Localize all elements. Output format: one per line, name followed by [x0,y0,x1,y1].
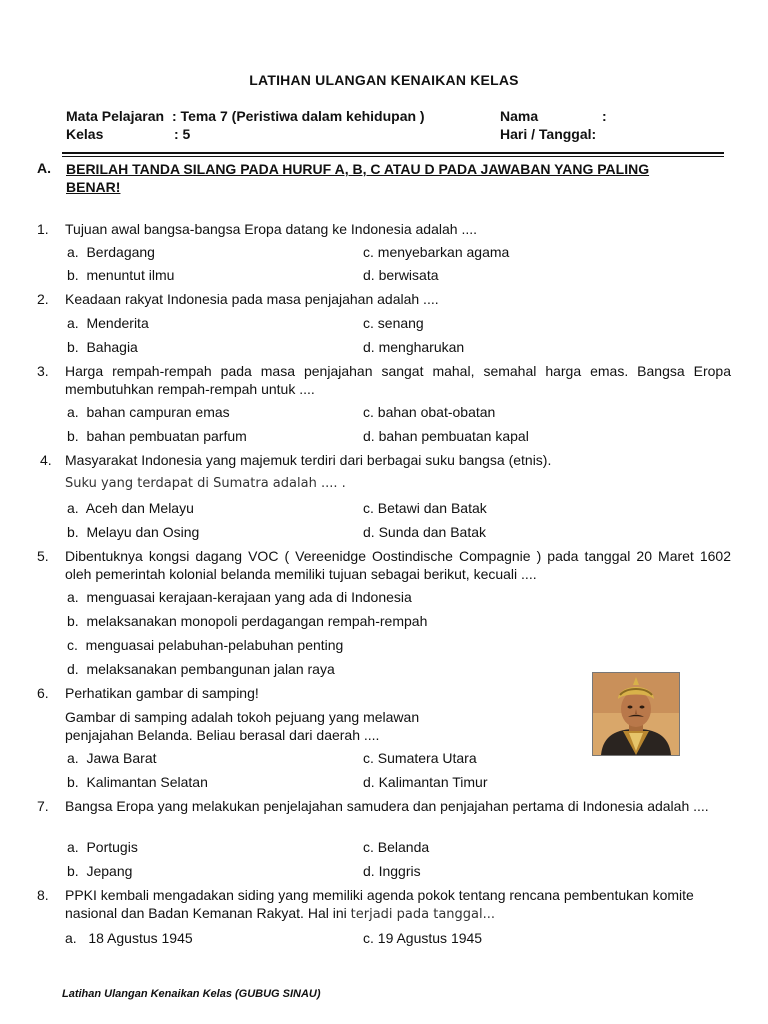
question-number: 5. [37,548,49,564]
option-a[interactable] [67,403,230,421]
option-a[interactable] [67,243,155,261]
name-label: Nama [500,108,539,124]
option-c[interactable] [363,929,482,947]
question-text: Masyarakat Indonesia yang majemuk terdiri dari berbagai suku bangsa (etnis). [65,452,552,468]
question-number: 8. [37,887,49,903]
option-b[interactable] [67,773,208,791]
option-d[interactable] [363,773,488,791]
header-divider-thick [62,152,724,154]
option-b[interactable] [67,862,132,880]
question-number: 4. [40,452,52,468]
option-text: bahan campuran emas [86,404,230,420]
option-text: Melayu dan Osing [86,524,200,540]
option-text: Betawi dan Batak [377,500,487,516]
option-letter: c. [67,637,78,653]
option-letter: a. [67,244,79,260]
option-letter: a. [67,839,79,855]
option-letter: a. [67,315,79,331]
option-letter: c. [363,750,374,766]
option-b[interactable] [67,427,247,445]
question-text [65,886,731,924]
option-text: bahan obat-obatan [377,404,496,420]
question-text: Tujuan awal bangsa-bangsa Eropa datang ke Indonesia adalah .... [65,221,478,237]
option-letter: c. [363,500,374,516]
question-number: 2. [37,291,49,307]
option-d[interactable] [363,427,529,445]
option-b[interactable] [67,523,199,541]
option-letter: b. [67,863,79,879]
option-text: Jepang [86,863,133,879]
option-letter: c. [363,930,374,946]
section-letter: A. [37,160,51,176]
hero-portrait-image [592,672,680,756]
option-letter: a. [67,404,79,420]
option-b[interactable] [67,266,174,284]
option-text: Belanda [377,839,430,855]
option-letter: d. [67,661,79,677]
option-letter: c. [363,244,374,260]
option-c[interactable] [363,838,429,856]
option-text: melaksanakan pembangunan jalan raya [86,661,335,677]
option-text: 19 Agustus 1945 [377,930,483,946]
option-text: 18 Agustus 1945 [88,930,193,946]
option-text: bahan pembuatan parfum [86,428,247,444]
option-a[interactable] [67,838,138,856]
date-label: Hari / Tanggal: [500,126,597,142]
name-value: : [602,108,607,124]
option-letter: b. [67,339,79,355]
option-a[interactable] [67,314,149,332]
option-letter: d. [363,339,375,355]
question-text: Perhatikan gambar di samping! [65,685,259,701]
option-letter: c. [363,315,374,331]
question-number: 3. [37,363,49,379]
header-divider-thin [62,156,724,157]
page-footer: Latihan Ulangan Kenaikan Kelas (GUBUG SINAU) [62,988,321,1000]
option-letter: a. [67,750,79,766]
option-d[interactable] [363,862,421,880]
option-text: bahan pembuatan kapal [378,428,529,444]
option-text: senang [377,315,424,331]
option-letter: a. [65,930,77,946]
option-a[interactable] [67,588,412,606]
subject-value: : Tema 7 (Peristiwa dalam kehidupan ) [172,108,425,124]
question-number: 1. [37,221,49,237]
option-text: Berdagang [86,244,155,260]
option-letter: c. [363,404,374,420]
option-letter: b. [67,774,79,790]
option-a[interactable] [67,749,157,767]
option-text: Portugis [86,839,138,855]
question-text-tail: terjadi pada tanggal... [350,907,496,922]
option-letter: c. [363,839,374,855]
option-c[interactable] [363,749,477,767]
question-subtext: Gambar di samping adalah tokoh pejuang yang melawan penjajahan Belanda. Beliau berasal dari daerah .... [65,709,420,743]
option-text: menguasai kerajaan-kerajaan yang ada di Indonesia [86,589,412,605]
option-text: melaksanakan monopoli perdagangan rempah-rempah [86,613,428,629]
option-text: menuntut ilmu [86,267,175,283]
option-b[interactable] [67,612,427,630]
option-text: menyebarkan agama [377,244,510,260]
option-letter: d. [363,267,375,283]
option-letter: b. [67,524,79,540]
question-text: Bangsa Eropa yang melakukan penjelajahan samudera dan penjajahan pertama di Indonesia adalah .... [65,798,709,814]
option-text: Kalimantan Timur [378,774,488,790]
option-text: Bahagia [86,339,138,355]
option-text: berwisata [378,267,439,283]
option-text: menguasai pelabuhan-pelabuhan penting [85,637,344,653]
option-c[interactable] [67,636,343,654]
option-c[interactable] [363,403,495,421]
question-subtext: Suku yang terdapat di Sumatra adalah .... . [65,476,346,491]
option-text: Kalimantan Selatan [86,774,208,790]
option-letter: a. [67,500,79,516]
option-d[interactable] [363,338,464,356]
option-d[interactable] [363,266,439,284]
option-text: Menderita [86,315,149,331]
option-text: Aceh dan Melayu [85,500,194,516]
option-letter: b. [67,428,79,444]
option-letter: d. [363,524,375,540]
option-text: mengharukan [378,339,465,355]
option-text: Sunda dan Batak [378,524,486,540]
option-letter: d. [363,774,375,790]
option-b[interactable] [67,338,138,356]
option-c[interactable] [363,314,424,332]
question-text: Dibentuknya kongsi dagang VOC ( Vereenidge Oostindische Compagnie ) pada tanggal 20 Maret 1602 oleh pemerintah kolonial belanda memiliki tujuan sebagai berikut, kecuali .... [65,548,731,582]
option-text: Inggris [378,863,421,879]
question-number: 7. [37,798,49,814]
option-c[interactable] [363,499,487,517]
option-letter: b. [67,267,79,283]
class-label: Kelas [66,126,104,142]
option-a[interactable] [67,499,194,517]
question-number: 6. [37,685,49,701]
question-text: Harga rempah-rempah pada masa penjajahan sangat mahal, semahal harga emas. Bangsa Eropa membutuhkan rempah-rempah untuk .... [65,363,731,397]
section-instruction: BERILAH TANDA SILANG PADA HURUF A, B, C ATAU D PADA JAWABAN YANG PALING BENAR! [66,161,650,195]
option-text: Jawa Barat [86,750,157,766]
option-c[interactable] [363,243,509,261]
option-letter: a. [67,589,79,605]
question-text: Keadaan rakyat Indonesia pada masa penjajahan adalah .... [65,291,439,307]
option-letter: d. [363,863,375,879]
option-d[interactable] [363,523,486,541]
option-letter: d. [363,428,375,444]
question-text-main: PPKI kembali mengadakan siding yang memiliki agenda pokok tentang rencana pembentukan komite nasional dan Badan Kemanan Rakyat. Hal ini [65,887,694,921]
subject-label: Mata Pelajaran [66,108,165,124]
option-letter: b. [67,613,79,629]
page-title: LATIHAN ULANGAN KENAIKAN KELAS [249,72,519,88]
option-a[interactable] [65,929,193,947]
option-d[interactable] [67,660,335,678]
option-text: Sumatera Utara [377,750,477,766]
class-value: : 5 [174,126,191,142]
